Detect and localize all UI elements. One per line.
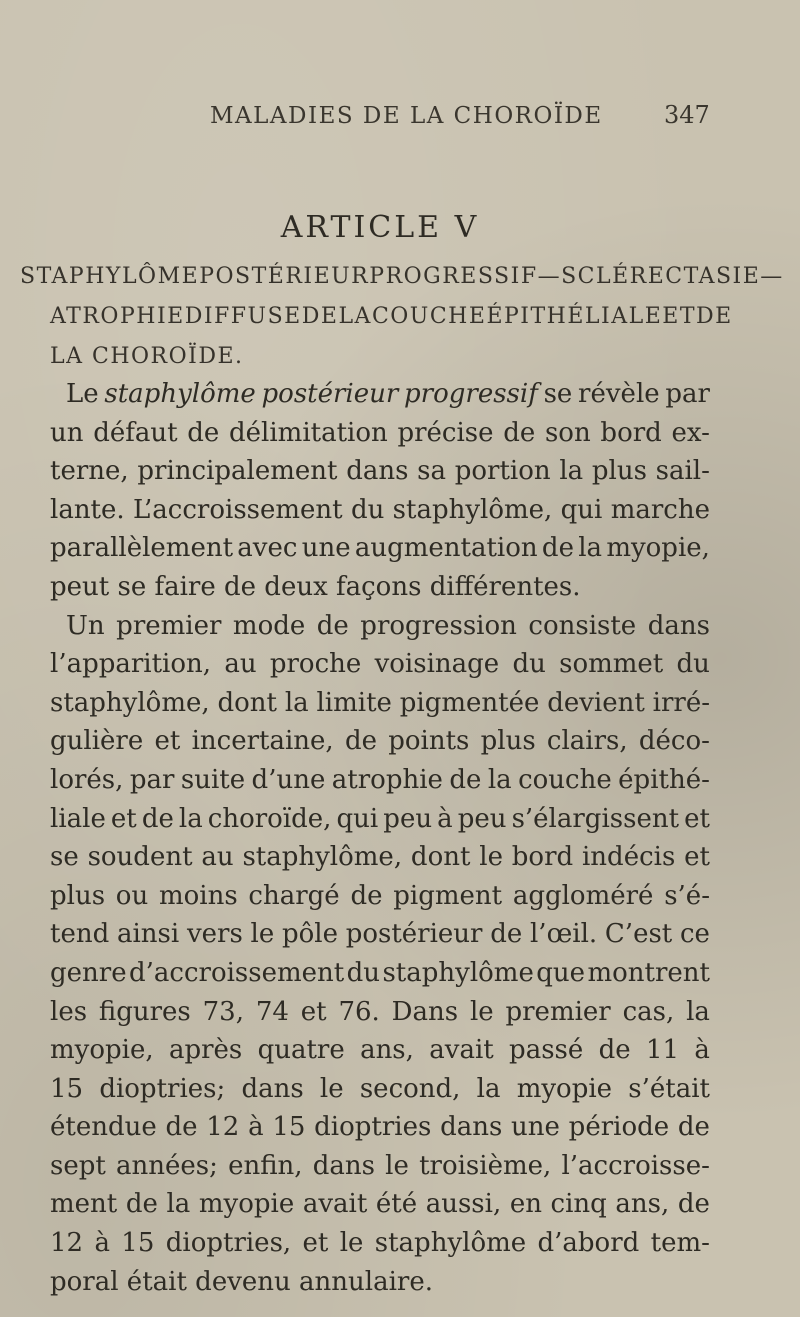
word: la <box>686 996 710 1027</box>
word: vers <box>186 919 243 950</box>
word: ET <box>662 304 696 329</box>
italic-word: staphylôme <box>104 379 256 409</box>
word: premier <box>116 610 222 641</box>
body-line <box>50 993 710 1032</box>
word: précise <box>397 417 494 448</box>
word: du <box>350 494 385 525</box>
word: soudent <box>87 842 193 873</box>
word: le <box>339 1228 364 1259</box>
word: peu <box>383 803 433 834</box>
word: avait <box>302 1189 368 1220</box>
word: 74 <box>255 996 289 1027</box>
word: plus <box>50 880 106 911</box>
word: à <box>94 1228 110 1259</box>
word: avec <box>237 533 298 564</box>
body-line <box>50 529 710 568</box>
word: par <box>129 764 175 795</box>
word: une <box>301 533 351 564</box>
italic-word: progressif <box>404 379 538 409</box>
word: myopie, <box>606 533 710 564</box>
word: de <box>350 880 383 911</box>
word: de <box>490 919 523 950</box>
body-line <box>50 1070 710 1109</box>
word: révèle <box>578 379 660 409</box>
word: 15 <box>272 1112 306 1143</box>
word: couche <box>518 764 612 795</box>
word: Le <box>66 379 99 409</box>
word: staphylôme <box>382 957 534 988</box>
word: la <box>178 803 203 834</box>
word: à <box>694 1035 710 1066</box>
word: 15 <box>121 1228 155 1259</box>
paragraph-2 <box>50 607 710 1302</box>
word: l’œil. <box>529 919 598 950</box>
word: premier <box>505 996 611 1027</box>
word: une <box>511 1112 560 1143</box>
page-number: 347 <box>664 101 710 129</box>
word: le <box>385 1150 409 1181</box>
word: de <box>503 417 536 448</box>
word: le <box>319 1073 344 1104</box>
word: plus <box>591 456 647 487</box>
word: du <box>512 649 546 680</box>
word: et <box>154 726 181 757</box>
word: que <box>536 957 586 988</box>
word: déco- <box>638 726 710 757</box>
word: irré- <box>652 687 710 718</box>
word: LA <box>338 304 372 329</box>
word: POSTÉRIEUR <box>199 264 370 289</box>
first-line-lead <box>66 375 710 414</box>
word: points <box>388 726 470 757</box>
word: gulière <box>50 726 144 757</box>
word: son <box>544 417 591 448</box>
word: L’accroissement <box>133 494 343 525</box>
word: clairs, <box>546 726 628 757</box>
word: qui <box>560 494 603 525</box>
word: consiste <box>528 610 637 641</box>
word: cas, <box>622 996 675 1027</box>
word: ex- <box>671 417 710 448</box>
word: dans <box>647 610 710 641</box>
word: peu <box>457 803 507 834</box>
word: 73, <box>202 996 244 1027</box>
italic-word: postérieur <box>261 379 399 409</box>
word: le <box>479 842 503 873</box>
word: dont <box>410 842 471 873</box>
word: terne, <box>50 456 129 487</box>
word: staphylôme, <box>50 687 210 718</box>
word: 12 <box>206 1112 240 1143</box>
word: bord <box>511 842 574 873</box>
word: liale <box>50 803 106 834</box>
word: Un <box>66 610 105 641</box>
word: 76. <box>338 996 380 1027</box>
body-line <box>50 491 710 530</box>
body-line <box>50 452 710 491</box>
word: figures <box>98 996 191 1027</box>
word: avait <box>429 1035 494 1066</box>
word: défaut <box>93 417 178 448</box>
word: par <box>665 379 710 409</box>
word: et <box>302 1228 329 1259</box>
word: qui <box>336 803 379 834</box>
word: de <box>125 1189 158 1220</box>
subtitle-line <box>20 257 784 297</box>
word: l’accroisse- <box>561 1150 710 1181</box>
word: 11 <box>645 1035 680 1066</box>
word: la <box>487 764 512 795</box>
body-line <box>50 607 710 646</box>
word: ÉPITHÉLIALE <box>486 304 663 329</box>
word: s’é- <box>664 880 710 911</box>
word: d’abord <box>537 1228 640 1259</box>
word: myopie, <box>50 1035 154 1066</box>
word: — <box>537 264 562 289</box>
word: augmentation <box>354 533 538 564</box>
body-line <box>50 838 710 877</box>
word: de <box>677 1189 710 1220</box>
word: pigmentée <box>399 687 540 718</box>
word: années; <box>116 1150 218 1181</box>
body-text <box>50 375 710 1301</box>
word: bord <box>600 417 662 448</box>
body-line <box>50 1147 710 1186</box>
word: STAPHYLÔME <box>20 264 200 289</box>
word: sail- <box>655 456 710 487</box>
word: ou <box>115 880 149 911</box>
word: dioptries <box>314 1112 432 1143</box>
word: dans <box>440 1112 503 1143</box>
word: de <box>141 803 174 834</box>
word: au <box>201 842 234 873</box>
word: plus <box>480 726 536 757</box>
word: de <box>344 726 377 757</box>
word: été <box>375 1189 418 1220</box>
word: l’apparition, <box>50 649 212 680</box>
word: voisinage <box>374 649 500 680</box>
word: de <box>449 764 482 795</box>
word: COUCHE <box>371 304 487 329</box>
word: DE <box>301 304 339 329</box>
word: troisième, <box>419 1150 552 1181</box>
body-line <box>50 1108 710 1147</box>
body-line <box>50 1224 710 1263</box>
word: myopie <box>198 1189 295 1220</box>
word: tem- <box>650 1228 710 1259</box>
word: proche <box>269 649 362 680</box>
word: la <box>166 1189 191 1220</box>
word: et <box>684 803 710 834</box>
word: SCLÉRECTASIE <box>561 264 761 289</box>
word: dioptries; <box>99 1073 226 1104</box>
word: période <box>568 1112 670 1143</box>
body-line <box>50 761 710 800</box>
word: indécis <box>581 842 676 873</box>
word: DIFFUSE <box>184 304 302 329</box>
word: aggloméré <box>512 880 654 911</box>
running-head-title: MALADIES DE LA CHOROÏDE <box>210 103 603 129</box>
word: mode <box>232 610 306 641</box>
word: ans, <box>360 1035 414 1066</box>
word: postérieur <box>345 919 483 950</box>
word: ainsi <box>116 919 180 950</box>
word: et <box>110 803 137 834</box>
word: un <box>50 417 84 448</box>
word: le <box>469 996 494 1027</box>
word: dans <box>346 456 409 487</box>
body-line <box>50 645 710 684</box>
word: lante. <box>50 494 125 525</box>
body-line <box>50 1185 710 1224</box>
word: staphylôme <box>374 1228 527 1259</box>
word: le <box>250 919 275 950</box>
body-line <box>50 414 710 453</box>
word: de <box>598 1035 631 1066</box>
subtitle-line <box>50 297 733 337</box>
word: ans, <box>615 1189 670 1220</box>
word: pôle <box>281 919 338 950</box>
word: quatre <box>257 1035 345 1066</box>
word: staphylôme, <box>392 494 553 525</box>
word: se <box>543 379 573 409</box>
word: de <box>541 533 574 564</box>
article-subtitle <box>20 257 784 377</box>
word: en <box>509 1189 542 1220</box>
word: la <box>578 533 603 564</box>
subtitle-line: LA CHOROÏDE. <box>50 344 244 369</box>
word: dans <box>241 1073 304 1104</box>
word: sept <box>50 1150 106 1181</box>
word: atrophie <box>331 764 443 795</box>
body-line <box>50 915 710 954</box>
body-line: peut se faire de deux façons différentes. <box>50 571 581 602</box>
word: du <box>346 957 381 988</box>
word: 15 <box>50 1073 84 1104</box>
word: et <box>684 842 710 873</box>
word: lorés, <box>50 764 124 795</box>
word: sommet <box>559 649 664 680</box>
word: PROGRESSIF <box>369 264 538 289</box>
word: sa <box>417 456 446 487</box>
word: les <box>50 996 88 1027</box>
word: la <box>559 456 584 487</box>
article-heading: ARTICLE V <box>280 210 480 245</box>
word: marche <box>610 494 710 525</box>
word: de <box>187 417 220 448</box>
word: se <box>50 842 79 873</box>
body-line <box>50 800 710 839</box>
body-line <box>50 954 710 993</box>
body-line <box>50 684 710 723</box>
word: genre <box>50 957 127 988</box>
word: 12 <box>50 1228 84 1259</box>
word: la <box>476 1073 501 1104</box>
word: ATROPHIE <box>50 304 185 329</box>
word: limite <box>316 687 392 718</box>
word: C’est <box>604 919 673 950</box>
word: délimitation <box>229 417 388 448</box>
word: passé <box>509 1035 584 1066</box>
word: dont <box>217 687 277 718</box>
body-line <box>50 877 710 916</box>
word: après <box>168 1035 243 1066</box>
body-line: poral était devenu annulaire. <box>50 1266 433 1297</box>
word: portion <box>454 456 551 487</box>
word: pigment <box>393 880 503 911</box>
word: à <box>248 1112 264 1143</box>
word: staphylôme, <box>242 842 403 873</box>
paragraph-1 <box>50 375 710 607</box>
word: enfin, <box>228 1150 303 1181</box>
word: de <box>165 1112 198 1143</box>
word: parallèlement <box>50 533 234 564</box>
word: ce <box>679 919 710 950</box>
word: dioptries, <box>165 1228 292 1259</box>
word: d’accroissement <box>129 957 345 988</box>
word: — <box>760 264 784 289</box>
body-line <box>50 375 710 414</box>
word: s’était <box>628 1073 710 1104</box>
word: montrent <box>587 957 710 988</box>
word: choroïde, <box>207 803 332 834</box>
word: s’élargissent <box>511 803 680 834</box>
word: progression <box>360 610 517 641</box>
word: second, <box>359 1073 461 1104</box>
word: devient <box>547 687 645 718</box>
word: épithé- <box>618 764 710 795</box>
word: principalement <box>137 456 338 487</box>
word: tend <box>50 919 110 950</box>
body-line <box>50 722 710 761</box>
word: à <box>437 803 453 834</box>
word: du <box>676 649 710 680</box>
word: aussi, <box>425 1189 502 1220</box>
word: de <box>316 610 349 641</box>
word: chargé <box>248 880 340 911</box>
word: Dans <box>391 996 459 1027</box>
word: DE <box>696 304 733 329</box>
word: d’une <box>251 764 326 795</box>
word: de <box>677 1112 710 1143</box>
word: la <box>284 687 309 718</box>
body-line <box>50 1031 710 1070</box>
word: au <box>224 649 257 680</box>
word: cinq <box>550 1189 607 1220</box>
word: myopie <box>516 1073 613 1104</box>
word: ment <box>50 1189 118 1220</box>
word: et <box>300 996 327 1027</box>
word: dans <box>312 1150 375 1181</box>
word: étendue <box>50 1112 157 1143</box>
word: incertaine, <box>191 726 334 757</box>
word: suite <box>180 764 246 795</box>
word: moins <box>158 880 238 911</box>
